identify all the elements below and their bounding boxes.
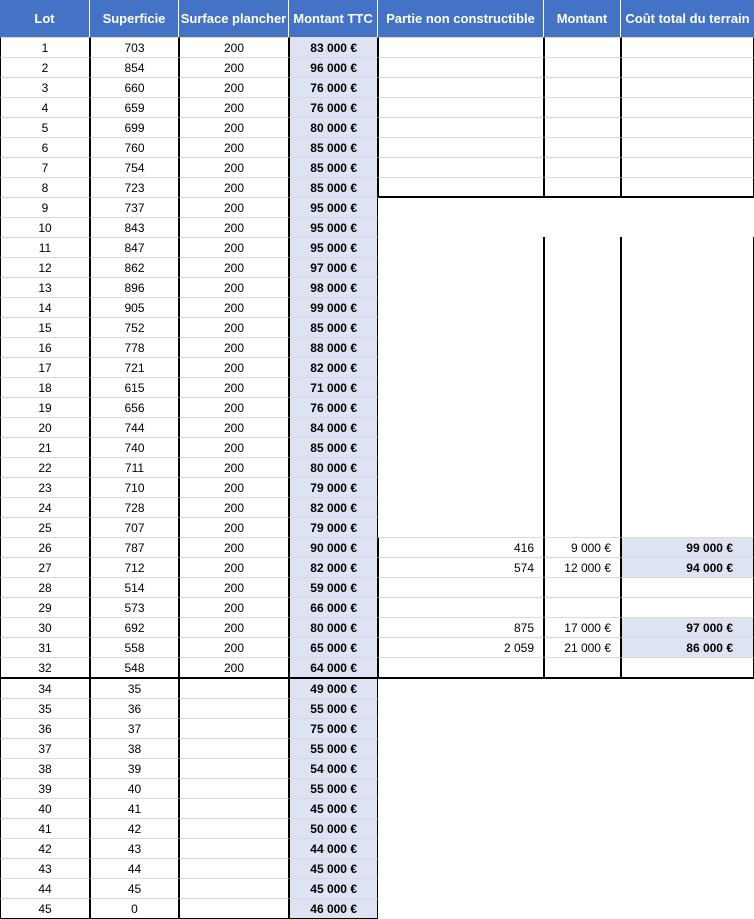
cell-surface-plancher[interactable] (179, 858, 289, 878)
cell-surface-plancher[interactable]: 200 (179, 237, 289, 257)
cell-surface-plancher[interactable]: 200 (179, 77, 289, 97)
cell-partie-non-constructible[interactable] (378, 357, 544, 377)
cell-surface-plancher[interactable]: 200 (179, 37, 289, 57)
header-montant-ttc[interactable]: Montant TTC (289, 0, 378, 37)
cell-superficie[interactable]: 896 (90, 277, 179, 297)
cell-surface-plancher[interactable]: 200 (179, 517, 289, 537)
cell-montant-ttc[interactable]: 97 000 € (289, 257, 378, 277)
cell-superficie[interactable]: 721 (90, 357, 179, 377)
cell-lot[interactable]: 17 (0, 357, 90, 377)
cell-lot[interactable]: 24 (0, 497, 90, 517)
cell-montant-ttc[interactable]: 82 000 € (289, 557, 378, 577)
cell-montant-ttc[interactable]: 55 000 € (289, 738, 378, 758)
cell-lot[interactable]: 10 (0, 217, 90, 237)
cell-lot[interactable]: 30 (0, 617, 90, 637)
cell-partie-non-constructible[interactable] (378, 177, 544, 197)
cell-surface-plancher[interactable]: 200 (179, 357, 289, 377)
cell-cout-total[interactable] (621, 477, 754, 497)
cell-surface-plancher[interactable] (179, 818, 289, 838)
cell-lot[interactable]: 32 (0, 657, 90, 677)
cell-montant-ttc[interactable]: 85 000 € (289, 177, 378, 197)
cell-cout-total[interactable] (621, 157, 754, 177)
cell-superficie[interactable]: 615 (90, 377, 179, 397)
cell-cout-total[interactable] (621, 337, 754, 357)
cell-surface-plancher[interactable] (179, 698, 289, 718)
cell-partie-non-constructible[interactable] (378, 457, 544, 477)
cell-montant-ttc[interactable]: 80 000 € (289, 457, 378, 477)
cell-surface-plancher[interactable] (179, 758, 289, 778)
cell-partie-non-constructible[interactable] (378, 37, 544, 57)
cell-surface-plancher[interactable]: 200 (179, 397, 289, 417)
cell-superficie[interactable]: 760 (90, 137, 179, 157)
cell-partie-non-constructible[interactable] (378, 77, 544, 97)
cell-surface-plancher[interactable]: 200 (179, 457, 289, 477)
cell-cout-total[interactable] (621, 117, 754, 137)
cell-montant-ttc[interactable]: 80 000 € (289, 117, 378, 137)
cell-surface-plancher[interactable] (179, 718, 289, 738)
cell-montant-ttc[interactable]: 96 000 € (289, 57, 378, 77)
cell-lot[interactable]: 35 (0, 698, 90, 718)
cell-montant-ttc[interactable]: 45 000 € (289, 798, 378, 818)
cell-lot[interactable]: 15 (0, 317, 90, 337)
cell-montant[interactable] (544, 457, 621, 477)
cell-cout-total[interactable] (621, 517, 754, 537)
cell-montant-ttc[interactable]: 83 000 € (289, 37, 378, 57)
cell-surface-plancher[interactable] (179, 898, 289, 918)
cell-surface-plancher[interactable]: 200 (179, 597, 289, 617)
cell-montant-ttc[interactable]: 80 000 € (289, 617, 378, 637)
cell-superficie[interactable]: 0 (90, 898, 179, 918)
cell-montant-ttc[interactable]: 85 000 € (289, 437, 378, 457)
cell-lot[interactable]: 27 (0, 557, 90, 577)
cell-superficie[interactable]: 40 (90, 778, 179, 798)
cell-partie-non-constructible[interactable] (378, 577, 544, 597)
cell-montant-ttc[interactable]: 82 000 € (289, 497, 378, 517)
cell-surface-plancher[interactable] (179, 738, 289, 758)
cell-superficie[interactable]: 862 (90, 257, 179, 277)
cell-superficie[interactable]: 656 (90, 397, 179, 417)
cell-montant-ttc[interactable]: 95 000 € (289, 197, 378, 217)
cell-partie-non-constructible[interactable] (378, 157, 544, 177)
cell-surface-plancher[interactable]: 200 (179, 577, 289, 597)
cell-lot[interactable]: 21 (0, 437, 90, 457)
cell-cout-total[interactable] (621, 377, 754, 397)
cell-cout-total[interactable]: 86 000 € (621, 637, 754, 657)
cell-montant[interactable] (544, 57, 621, 77)
cell-partie-non-constructible[interactable] (378, 237, 544, 257)
cell-superficie[interactable]: 699 (90, 117, 179, 137)
cell-lot[interactable]: 45 (0, 898, 90, 918)
cell-montant-ttc[interactable]: 45 000 € (289, 858, 378, 878)
cell-partie-non-constructible[interactable]: 416 (378, 537, 544, 557)
cell-partie-non-constructible[interactable] (378, 337, 544, 357)
cell-cout-total[interactable]: 97 000 € (621, 617, 754, 637)
cell-montant-ttc[interactable]: 45 000 € (289, 878, 378, 898)
header-cout-total[interactable]: Coût total du terrain (621, 0, 754, 37)
cell-partie-non-constructible[interactable] (378, 317, 544, 337)
cell-partie-non-constructible[interactable] (378, 277, 544, 297)
cell-lot[interactable]: 31 (0, 637, 90, 657)
cell-montant[interactable] (544, 317, 621, 337)
header-surface-plancher[interactable]: Surface plancher (179, 0, 289, 37)
cell-lot[interactable]: 26 (0, 537, 90, 557)
cell-montant-ttc[interactable]: 95 000 € (289, 217, 378, 237)
cell-partie-non-constructible[interactable] (378, 397, 544, 417)
cell-partie-non-constructible[interactable] (378, 437, 544, 457)
cell-partie-non-constructible[interactable] (378, 97, 544, 117)
cell-partie-non-constructible[interactable] (378, 597, 544, 617)
cell-montant-ttc[interactable]: 84 000 € (289, 417, 378, 437)
cell-superficie[interactable]: 43 (90, 838, 179, 858)
cell-superficie[interactable]: 854 (90, 57, 179, 77)
cell-partie-non-constructible[interactable] (378, 417, 544, 437)
cell-superficie[interactable]: 754 (90, 157, 179, 177)
cell-cout-total[interactable] (621, 457, 754, 477)
cell-superficie[interactable]: 778 (90, 337, 179, 357)
cell-surface-plancher[interactable]: 200 (179, 317, 289, 337)
cell-montant-ttc[interactable]: 49 000 € (289, 678, 378, 698)
cell-lot[interactable]: 29 (0, 597, 90, 617)
cell-cout-total[interactable] (621, 577, 754, 597)
cell-superficie[interactable]: 36 (90, 698, 179, 718)
cell-cout-total[interactable] (621, 317, 754, 337)
cell-superficie[interactable]: 558 (90, 637, 179, 657)
cell-lot[interactable]: 4 (0, 97, 90, 117)
cell-surface-plancher[interactable]: 200 (179, 97, 289, 117)
cell-montant-ttc[interactable]: 64 000 € (289, 657, 378, 677)
cell-surface-plancher[interactable] (179, 778, 289, 798)
cell-superficie[interactable]: 728 (90, 497, 179, 517)
cell-surface-plancher[interactable]: 200 (179, 297, 289, 317)
cell-montant-ttc[interactable]: 55 000 € (289, 778, 378, 798)
cell-montant-ttc[interactable]: 79 000 € (289, 517, 378, 537)
cell-superficie[interactable]: 710 (90, 477, 179, 497)
cell-lot[interactable]: 42 (0, 838, 90, 858)
cell-lot[interactable]: 25 (0, 517, 90, 537)
cell-lot[interactable]: 36 (0, 718, 90, 738)
cell-surface-plancher[interactable]: 200 (179, 557, 289, 577)
cell-partie-non-constructible[interactable] (378, 297, 544, 317)
cell-lot[interactable]: 5 (0, 117, 90, 137)
cell-partie-non-constructible[interactable]: 875 (378, 617, 544, 637)
cell-montant-ttc[interactable]: 99 000 € (289, 297, 378, 317)
cell-cout-total[interactable] (621, 597, 754, 617)
cell-montant-ttc[interactable]: 66 000 € (289, 597, 378, 617)
cell-montant[interactable] (544, 117, 621, 137)
cell-montant-ttc[interactable]: 75 000 € (289, 718, 378, 738)
cell-superficie[interactable]: 39 (90, 758, 179, 778)
cell-montant-ttc[interactable]: 98 000 € (289, 277, 378, 297)
cell-cout-total[interactable] (621, 257, 754, 277)
cell-cout-total[interactable] (621, 497, 754, 517)
cell-superficie[interactable]: 905 (90, 297, 179, 317)
cell-partie-non-constructible[interactable] (378, 257, 544, 277)
cell-montant[interactable] (544, 97, 621, 117)
cell-surface-plancher[interactable]: 200 (179, 117, 289, 137)
cell-montant-ttc[interactable]: 76 000 € (289, 397, 378, 417)
cell-partie-non-constructible[interactable] (378, 117, 544, 137)
cell-montant[interactable]: 9 000 € (544, 537, 621, 557)
cell-montant-ttc[interactable]: 76 000 € (289, 97, 378, 117)
cell-montant[interactable] (544, 397, 621, 417)
cell-lot[interactable]: 23 (0, 477, 90, 497)
cell-superficie[interactable]: 41 (90, 798, 179, 818)
cell-surface-plancher[interactable]: 200 (179, 57, 289, 77)
cell-partie-non-constructible[interactable] (378, 477, 544, 497)
header-superficie[interactable]: Superficie (90, 0, 179, 37)
cell-lot[interactable]: 38 (0, 758, 90, 778)
cell-surface-plancher[interactable]: 200 (179, 417, 289, 437)
cell-cout-total[interactable] (621, 397, 754, 417)
cell-lot[interactable]: 41 (0, 818, 90, 838)
cell-montant[interactable] (544, 137, 621, 157)
cell-partie-non-constructible[interactable] (378, 517, 544, 537)
cell-superficie[interactable]: 707 (90, 517, 179, 537)
cell-cout-total[interactable] (621, 37, 754, 57)
cell-lot[interactable]: 12 (0, 257, 90, 277)
cell-surface-plancher[interactable]: 200 (179, 137, 289, 157)
cell-cout-total[interactable] (621, 297, 754, 317)
cell-montant[interactable] (544, 417, 621, 437)
cell-lot[interactable]: 6 (0, 137, 90, 157)
cell-surface-plancher[interactable]: 200 (179, 337, 289, 357)
cell-superficie[interactable]: 659 (90, 97, 179, 117)
cell-cout-total[interactable] (621, 437, 754, 457)
cell-lot[interactable]: 34 (0, 678, 90, 698)
cell-montant[interactable] (544, 337, 621, 357)
cell-lot[interactable]: 37 (0, 738, 90, 758)
cell-partie-non-constructible[interactable] (378, 57, 544, 77)
cell-lot[interactable]: 1 (0, 37, 90, 57)
cell-surface-plancher[interactable]: 200 (179, 537, 289, 557)
cell-superficie[interactable]: 660 (90, 77, 179, 97)
cell-montant[interactable] (544, 257, 621, 277)
cell-montant[interactable] (544, 77, 621, 97)
cell-surface-plancher[interactable]: 200 (179, 177, 289, 197)
cell-montant-ttc[interactable]: 54 000 € (289, 758, 378, 778)
cell-montant-ttc[interactable]: 90 000 € (289, 537, 378, 557)
cell-lot[interactable]: 22 (0, 457, 90, 477)
cell-cout-total[interactable] (621, 277, 754, 297)
cell-montant[interactable] (544, 357, 621, 377)
cell-cout-total[interactable] (621, 77, 754, 97)
cell-superficie[interactable]: 38 (90, 738, 179, 758)
cell-cout-total[interactable] (621, 137, 754, 157)
cell-montant-ttc[interactable]: 50 000 € (289, 818, 378, 838)
cell-montant-ttc[interactable]: 85 000 € (289, 157, 378, 177)
cell-lot[interactable]: 18 (0, 377, 90, 397)
cell-superficie[interactable]: 37 (90, 718, 179, 738)
header-lot[interactable]: Lot (0, 0, 90, 37)
cell-superficie[interactable]: 740 (90, 437, 179, 457)
cell-lot[interactable]: 9 (0, 197, 90, 217)
cell-partie-non-constructible[interactable] (378, 497, 544, 517)
cell-superficie[interactable]: 737 (90, 197, 179, 217)
cell-montant-ttc[interactable]: 79 000 € (289, 477, 378, 497)
cell-surface-plancher[interactable]: 200 (179, 157, 289, 177)
cell-montant-ttc[interactable]: 82 000 € (289, 357, 378, 377)
cell-montant[interactable]: 21 000 € (544, 637, 621, 657)
cell-lot[interactable]: 20 (0, 417, 90, 437)
cell-montant[interactable] (544, 37, 621, 57)
cell-montant[interactable] (544, 437, 621, 457)
section-divider (0, 677, 754, 679)
cell-cout-total[interactable]: 99 000 € (621, 537, 754, 557)
cell-surface-plancher[interactable]: 200 (179, 257, 289, 277)
cell-cout-total[interactable] (621, 357, 754, 377)
cell-montant[interactable] (544, 297, 621, 317)
cell-lot[interactable]: 39 (0, 778, 90, 798)
cell-superficie[interactable]: 692 (90, 617, 179, 637)
cell-lot[interactable]: 8 (0, 177, 90, 197)
cell-montant[interactable] (544, 157, 621, 177)
cell-montant[interactable]: 17 000 € (544, 617, 621, 637)
cell-superficie[interactable]: 548 (90, 657, 179, 677)
cell-partie-non-constructible[interactable] (378, 137, 544, 157)
cell-surface-plancher[interactable] (179, 678, 289, 698)
cell-surface-plancher[interactable]: 200 (179, 437, 289, 457)
cell-cout-total[interactable] (621, 417, 754, 437)
cell-montant[interactable] (544, 577, 621, 597)
cell-cout-total[interactable] (621, 177, 754, 197)
cell-montant-ttc[interactable]: 46 000 € (289, 898, 378, 918)
cell-partie-non-constructible[interactable]: 574 (378, 557, 544, 577)
cell-surface-plancher[interactable]: 200 (179, 377, 289, 397)
cell-cout-total[interactable] (621, 657, 754, 677)
cell-lot[interactable]: 28 (0, 577, 90, 597)
cell-montant[interactable]: 12 000 € (544, 557, 621, 577)
cell-montant[interactable] (544, 177, 621, 197)
cell-partie-non-constructible[interactable] (378, 377, 544, 397)
cell-montant[interactable] (544, 497, 621, 517)
cell-partie-non-constructible[interactable] (378, 657, 544, 677)
cell-lot[interactable]: 43 (0, 858, 90, 878)
cell-surface-plancher[interactable]: 200 (179, 477, 289, 497)
cell-lot[interactable]: 40 (0, 798, 90, 818)
cell-lot[interactable]: 16 (0, 337, 90, 357)
cell-superficie[interactable]: 703 (90, 37, 179, 57)
cell-lot[interactable]: 3 (0, 77, 90, 97)
cell-montant-ttc[interactable]: 44 000 € (289, 838, 378, 858)
cell-cout-total[interactable] (621, 97, 754, 117)
cell-lot[interactable]: 44 (0, 878, 90, 898)
cell-surface-plancher[interactable] (179, 798, 289, 818)
cell-lot[interactable]: 11 (0, 237, 90, 257)
cell-superficie[interactable]: 847 (90, 237, 179, 257)
cell-lot[interactable]: 19 (0, 397, 90, 417)
cell-montant-ttc[interactable]: 55 000 € (289, 698, 378, 718)
cell-superficie[interactable]: 45 (90, 878, 179, 898)
cell-montant[interactable] (544, 277, 621, 297)
cell-montant-ttc[interactable]: 95 000 € (289, 237, 378, 257)
cell-superficie[interactable]: 712 (90, 557, 179, 577)
cell-montant-ttc[interactable]: 85 000 € (289, 137, 378, 157)
cell-montant-ttc[interactable]: 71 000 € (289, 377, 378, 397)
cell-surface-plancher[interactable]: 200 (179, 617, 289, 637)
header-partie-non-constructible[interactable]: Partie non constructible (378, 0, 544, 37)
cell-superficie[interactable]: 843 (90, 217, 179, 237)
cell-montant[interactable] (544, 517, 621, 537)
cell-superficie[interactable]: 573 (90, 597, 179, 617)
header-montant[interactable]: Montant (544, 0, 621, 37)
cell-superficie[interactable]: 42 (90, 818, 179, 838)
cell-superficie[interactable]: 744 (90, 417, 179, 437)
cell-montant[interactable] (544, 237, 621, 257)
cell-montant-ttc[interactable]: 65 000 € (289, 637, 378, 657)
cell-montant-ttc[interactable]: 88 000 € (289, 337, 378, 357)
cell-surface-plancher[interactable]: 200 (179, 637, 289, 657)
cell-montant[interactable] (544, 377, 621, 397)
cell-superficie[interactable]: 711 (90, 457, 179, 477)
cell-superficie[interactable]: 514 (90, 577, 179, 597)
cell-montant[interactable] (544, 657, 621, 677)
cell-lot[interactable]: 13 (0, 277, 90, 297)
cell-surface-plancher[interactable]: 200 (179, 277, 289, 297)
cell-superficie[interactable]: 752 (90, 317, 179, 337)
cell-superficie[interactable]: 787 (90, 537, 179, 557)
cell-lot[interactable]: 14 (0, 297, 90, 317)
cell-montant[interactable] (544, 597, 621, 617)
cell-montant[interactable] (544, 477, 621, 497)
cell-cout-total[interactable] (621, 237, 754, 257)
cell-surface-plancher[interactable] (179, 838, 289, 858)
section-divider (378, 196, 754, 198)
cell-lot[interactable]: 2 (0, 57, 90, 77)
cell-surface-plancher[interactable]: 200 (179, 497, 289, 517)
cell-lot[interactable]: 7 (0, 157, 90, 177)
cell-cout-total[interactable]: 94 000 € (621, 557, 754, 577)
cell-surface-plancher[interactable]: 200 (179, 657, 289, 677)
cell-surface-plancher[interactable]: 200 (179, 197, 289, 217)
cell-montant-ttc[interactable]: 85 000 € (289, 317, 378, 337)
cell-surface-plancher[interactable]: 200 (179, 217, 289, 237)
cell-superficie[interactable]: 35 (90, 678, 179, 698)
cell-superficie[interactable]: 44 (90, 858, 179, 878)
cell-superficie[interactable]: 723 (90, 177, 179, 197)
cell-montant-ttc[interactable]: 59 000 € (289, 577, 378, 597)
cell-montant-ttc[interactable]: 76 000 € (289, 77, 378, 97)
cell-cout-total[interactable] (621, 57, 754, 77)
cell-surface-plancher[interactable] (179, 878, 289, 898)
cell-partie-non-constructible[interactable]: 2 059 (378, 637, 544, 657)
